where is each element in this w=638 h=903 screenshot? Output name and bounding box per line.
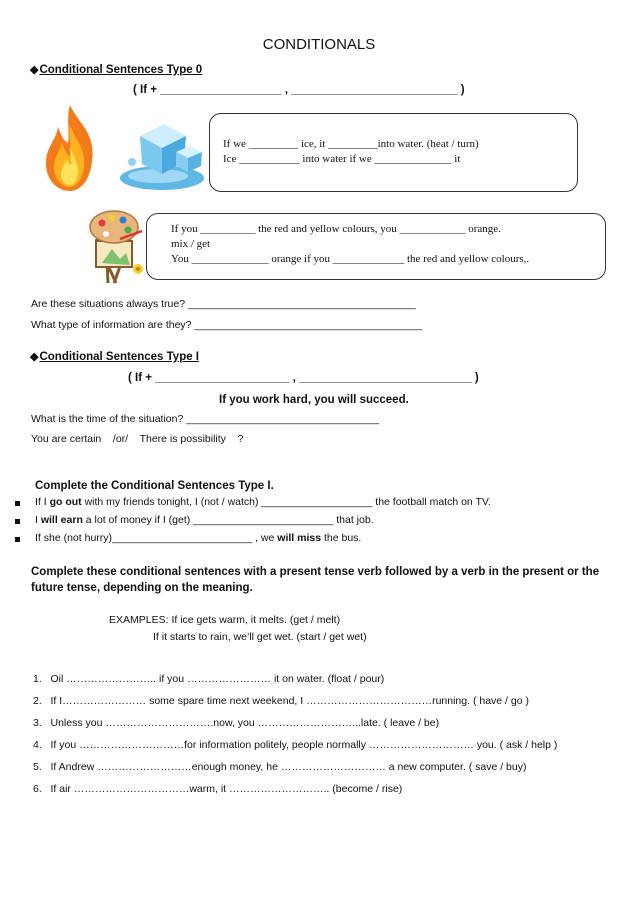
exercise-2-heading-line-2: future tense, depending on the meaning. [31, 582, 253, 594]
section-heading-type-0 [30, 63, 202, 76]
item-2-pre: I [35, 514, 41, 526]
diamond-bullet-icon: ◆ [30, 351, 39, 363]
page-title: CONDITIONALS [262, 36, 376, 53]
item-3-post: the bus. [321, 532, 362, 544]
bubble-2-line-2: mix / get [171, 238, 211, 250]
item-1-pre: If I [35, 496, 50, 508]
exercise-2-item-2: 2. If I…………………… some spare time next weekend, I ………………………………running. ( have / go ) [33, 695, 529, 707]
item-2-post: a lot of money if I (get) ________________________ that job. [82, 514, 374, 526]
example-2: If it starts to rain, we’ll get wet. (start / get wet) [153, 631, 367, 643]
type-1-example: If you work hard, you will succeed. [219, 394, 409, 406]
question-certain-or-possibility: You are certain /or/ There is possibility ? [31, 433, 244, 445]
fire-icon [40, 103, 100, 193]
bubble-1-line-2: Ice ___________ into water if we ______________ it [223, 153, 461, 165]
section-heading-type-1 [30, 350, 199, 363]
ice-melting-icon [118, 112, 206, 194]
exercise-1-heading: Complete the Conditional Sentences Type I. [35, 480, 274, 492]
exercise-1-item-1 [35, 496, 491, 508]
type-0-formula: ( If + ___________________ , __________________________ ) [133, 84, 465, 96]
item-1-post: with my friends tonight, I (not / watch) ___________________ the football match on TV. [81, 496, 491, 508]
painter-palette-icon [86, 209, 144, 284]
section-heading-type-1-text: Conditional Sentences Type I [39, 351, 200, 363]
square-bullet-icon [15, 519, 20, 524]
exercise-1-item-3 [35, 532, 361, 544]
question-time-of-situation: What is the time of the situation? _________________________________ [31, 413, 379, 425]
item-2-bold: will earn [40, 514, 83, 526]
exercise-2-item-1: 1. Oil …………………….. if you …………………… it on water. (float / pour) [33, 673, 385, 685]
item-3-bold: will miss [277, 532, 322, 544]
square-bullet-icon [15, 537, 20, 542]
type-1-formula: ( If + _____________________ , ___________________________ ) [128, 372, 479, 384]
exercise-2-item-6: 6. If air ……………………………warm, it ……………………….. (become / rise) [33, 783, 403, 795]
diamond-bullet-icon: ◆ [30, 64, 39, 76]
exercise-2-item-5: 5. If Andrew ………………………enough money, he ………………………… a new computer. ( save / buy) [33, 761, 527, 773]
speech-bubble-mix-colours [146, 213, 606, 280]
exercise-1-item-2 [35, 514, 374, 526]
bubble-2-line-1: If you __________ the red and yellow colours, you ____________ orange. [171, 223, 501, 235]
square-bullet-icon [15, 501, 20, 506]
question-always-true: Are these situations always true? _______________________________________ [31, 298, 416, 310]
section-heading-type-0-text: Conditional Sentences Type 0 [39, 64, 203, 76]
item-1-bold: go out [49, 496, 82, 508]
item-3-pre: If she (not hurry)________________________ , we [35, 532, 278, 544]
example-1: EXAMPLES: If ice gets warm, it melts. (get / melt) [109, 614, 341, 626]
question-type-of-information: What type of information are they? _______________________________________ [31, 319, 423, 331]
bubble-2-line-3: You ______________ orange if you _____________ the red and yellow colours,. [171, 253, 530, 265]
exercise-2-item-3: 3. Unless you ………………………….now, you ………………………...late. ( leave / be) [33, 717, 440, 729]
speech-bubble-heat-ice [209, 113, 578, 192]
bubble-1-line-1: If we _________ ice, it _________into water. (heat / turn) [223, 138, 479, 150]
exercise-2-heading-line-1: Complete these conditional sentences with a present tense verb followed by a verb in the present or the [31, 566, 600, 578]
exercise-2-item-4: 4. If you …………………………for information politely, people normally ………………………… you. ( ask / help ) [33, 739, 558, 751]
